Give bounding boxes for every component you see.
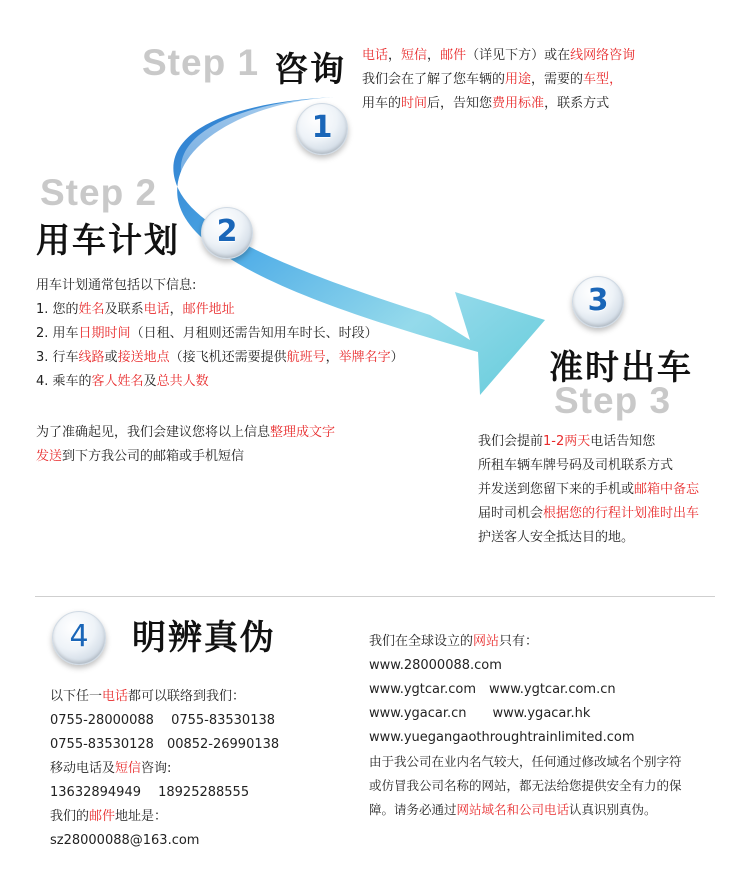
- text-segment: ，需要的: [531, 72, 584, 87]
- text-segment: （接飞机还需要提供: [169, 350, 287, 365]
- highlight-text: 客人姓名: [91, 374, 144, 389]
- text-segment: 电话告知您: [590, 434, 656, 449]
- text-segment: 后，告知您: [427, 96, 493, 111]
- highlight-text: 根据您的行程计划准时出车: [543, 506, 700, 521]
- text-segment: 13632894949 18925288555: [50, 785, 250, 800]
- highlight-text: 整理成文字: [270, 425, 336, 440]
- text-segment: 我们会在了解了您车辆的: [362, 72, 506, 87]
- highlight-text: 电话: [362, 48, 389, 63]
- highlight-text: 举牌名字: [338, 350, 391, 365]
- highlight-text: 航班号: [286, 350, 326, 365]
- step3-number-badge: 3: [572, 276, 624, 328]
- text-segment: 或仿冒我公司名称的网站，都无法给您提供安全有力的保: [369, 778, 682, 793]
- step4-contact-info: [50, 685, 279, 853]
- rich-line: [36, 274, 404, 298]
- step4-websites: [369, 630, 682, 822]
- rich-line: [362, 68, 635, 92]
- step3-description: [478, 430, 699, 550]
- step2-title: 用车计划: [36, 221, 180, 261]
- highlight-text: 总共人数: [156, 374, 209, 389]
- text-segment: 用车的: [362, 96, 402, 111]
- text-segment: 护送客人安全抵达目的地。: [478, 530, 635, 545]
- text-segment: 3. 行车: [36, 350, 79, 365]
- text-segment: 都可以联络到我们：: [128, 689, 246, 704]
- rich-line: [478, 526, 699, 550]
- text-segment: 我们在全球设立的: [369, 634, 474, 649]
- rich-line: [36, 346, 404, 370]
- text-segment: 4. 乘车的: [36, 374, 92, 389]
- highlight-text: 网站: [473, 634, 500, 649]
- highlight-text: 线网络咨询: [570, 48, 636, 63]
- rich-line: [50, 709, 279, 733]
- text-segment: ，: [325, 350, 339, 365]
- text-segment: 0755-83530128 00852-26990138: [50, 737, 280, 752]
- text-segment: 地址是：: [115, 809, 168, 824]
- step4-number-badge: 4: [52, 611, 106, 665]
- text-segment: ）: [390, 350, 404, 365]
- rich-line: [369, 798, 682, 822]
- rich-line: [36, 445, 335, 469]
- text-segment: 所租车辆车牌号码及司机联系方式: [478, 458, 674, 473]
- highlight-text: 1-2两天: [543, 434, 591, 449]
- text-segment: 1. 您的: [36, 302, 79, 317]
- step2-note: [36, 421, 335, 469]
- rich-line: [369, 630, 682, 654]
- text-segment: ，: [169, 302, 183, 317]
- text-segment: 0755-28000088 0755-83530138: [50, 713, 276, 728]
- text-segment: ，联系方式: [544, 96, 610, 111]
- step3-title: 准时出车: [549, 348, 693, 388]
- text-segment: 用车计划通常包括以下信息:: [36, 278, 197, 293]
- text-segment: 障。请务必通过: [369, 802, 457, 817]
- highlight-text: 姓名: [78, 302, 105, 317]
- text-segment: 及联系: [104, 302, 144, 317]
- step3-label: Step 3: [554, 380, 672, 421]
- highlight-text: 邮箱中备忘: [634, 482, 700, 497]
- rich-line: [369, 726, 682, 750]
- rich-line: [36, 322, 404, 346]
- highlight-text: 日期时间: [78, 326, 131, 341]
- highlight-text: 用途: [505, 72, 532, 87]
- step2-description: [36, 274, 404, 394]
- text-segment: 2. 用车: [36, 326, 79, 341]
- text-segment: 认真识别真伪。: [569, 802, 657, 817]
- text-segment: 咨询:: [141, 761, 172, 776]
- highlight-text: 费用标准: [492, 96, 545, 111]
- rich-line: [50, 685, 279, 709]
- text-segment: sz28000088@163.com: [50, 833, 200, 848]
- rich-line: [478, 454, 699, 478]
- highlight-text: 邮件: [440, 48, 467, 63]
- rich-line: [369, 702, 682, 726]
- text-segment: 为了准确起见，我们会建议您将以上信息: [36, 425, 271, 440]
- rich-line: [478, 478, 699, 502]
- rich-line: [369, 654, 682, 678]
- text-segment: 并发送到您留下来的手机或: [478, 482, 635, 497]
- text-segment: （日租、月租则还需告知用车时长、时段）: [130, 326, 378, 341]
- rich-line: [36, 370, 404, 394]
- highlight-text: 电话: [102, 689, 129, 704]
- rich-line: [50, 781, 279, 805]
- step2-label: Step 2: [40, 172, 158, 213]
- highlight-text: 短信: [401, 48, 428, 63]
- rich-line: [36, 298, 404, 322]
- rich-line: [362, 92, 635, 116]
- text-segment: 及: [143, 374, 157, 389]
- text-segment: ，: [427, 48, 441, 63]
- text-segment: 或: [104, 350, 118, 365]
- text-segment: 由于我公司在业内名气较大，任何通过修改域名个别字符: [369, 754, 682, 769]
- text-segment: （详见下方）或在: [466, 48, 571, 63]
- highlight-text: 线路: [78, 350, 105, 365]
- highlight-text: 车型: [583, 72, 610, 87]
- rich-line: [478, 502, 699, 526]
- text-segment: www.ygacar.cn www.ygacar.hk: [369, 706, 591, 721]
- rich-line: [36, 421, 335, 445]
- rich-line: [369, 750, 682, 774]
- rich-line: [50, 805, 279, 829]
- highlight-text: 邮件地址: [182, 302, 235, 317]
- step1-number-badge: 1: [296, 103, 348, 155]
- rich-line: [478, 430, 699, 454]
- section-divider: [35, 596, 715, 597]
- highlight-text: 时间: [401, 96, 428, 111]
- rich-line: [369, 774, 682, 798]
- step1-title: 咨询: [274, 50, 346, 90]
- text-segment: 以下任一: [50, 689, 103, 704]
- text-segment: 移动电话及: [50, 761, 116, 776]
- text-segment: www.ygtcar.com www.ygtcar.com.cn: [369, 682, 616, 697]
- text-segment: ，: [388, 48, 402, 63]
- text-segment: www.yuegangaothroughtrainlimited.com: [369, 730, 635, 745]
- highlight-text: 电话: [143, 302, 170, 317]
- rich-line: [50, 829, 279, 853]
- text-segment: 届时司机会: [478, 506, 544, 521]
- text-segment: www.28000088.com: [369, 658, 502, 673]
- rich-line: [50, 757, 279, 781]
- highlight-text: ，: [609, 72, 623, 87]
- highlight-text: 邮件: [89, 809, 116, 824]
- highlight-text: 网站域名和公司电话: [456, 802, 570, 817]
- step1-label: Step 1: [142, 42, 260, 83]
- highlight-text: 接送地点: [117, 350, 170, 365]
- rich-line: [50, 733, 279, 757]
- step1-description: [362, 44, 635, 116]
- text-segment: 只有：: [499, 634, 539, 649]
- text-segment: 我们会提前: [478, 434, 544, 449]
- highlight-text: 发送: [36, 449, 63, 464]
- highlight-text: 短信: [115, 761, 142, 776]
- rich-line: [369, 678, 682, 702]
- step4-title: 明辨真伪: [132, 618, 276, 658]
- text-segment: 我们的: [50, 809, 90, 824]
- rich-line: [362, 44, 635, 68]
- step2-number-badge: 2: [201, 207, 253, 259]
- text-segment: 到下方我公司的邮箱或手机短信: [62, 449, 245, 464]
